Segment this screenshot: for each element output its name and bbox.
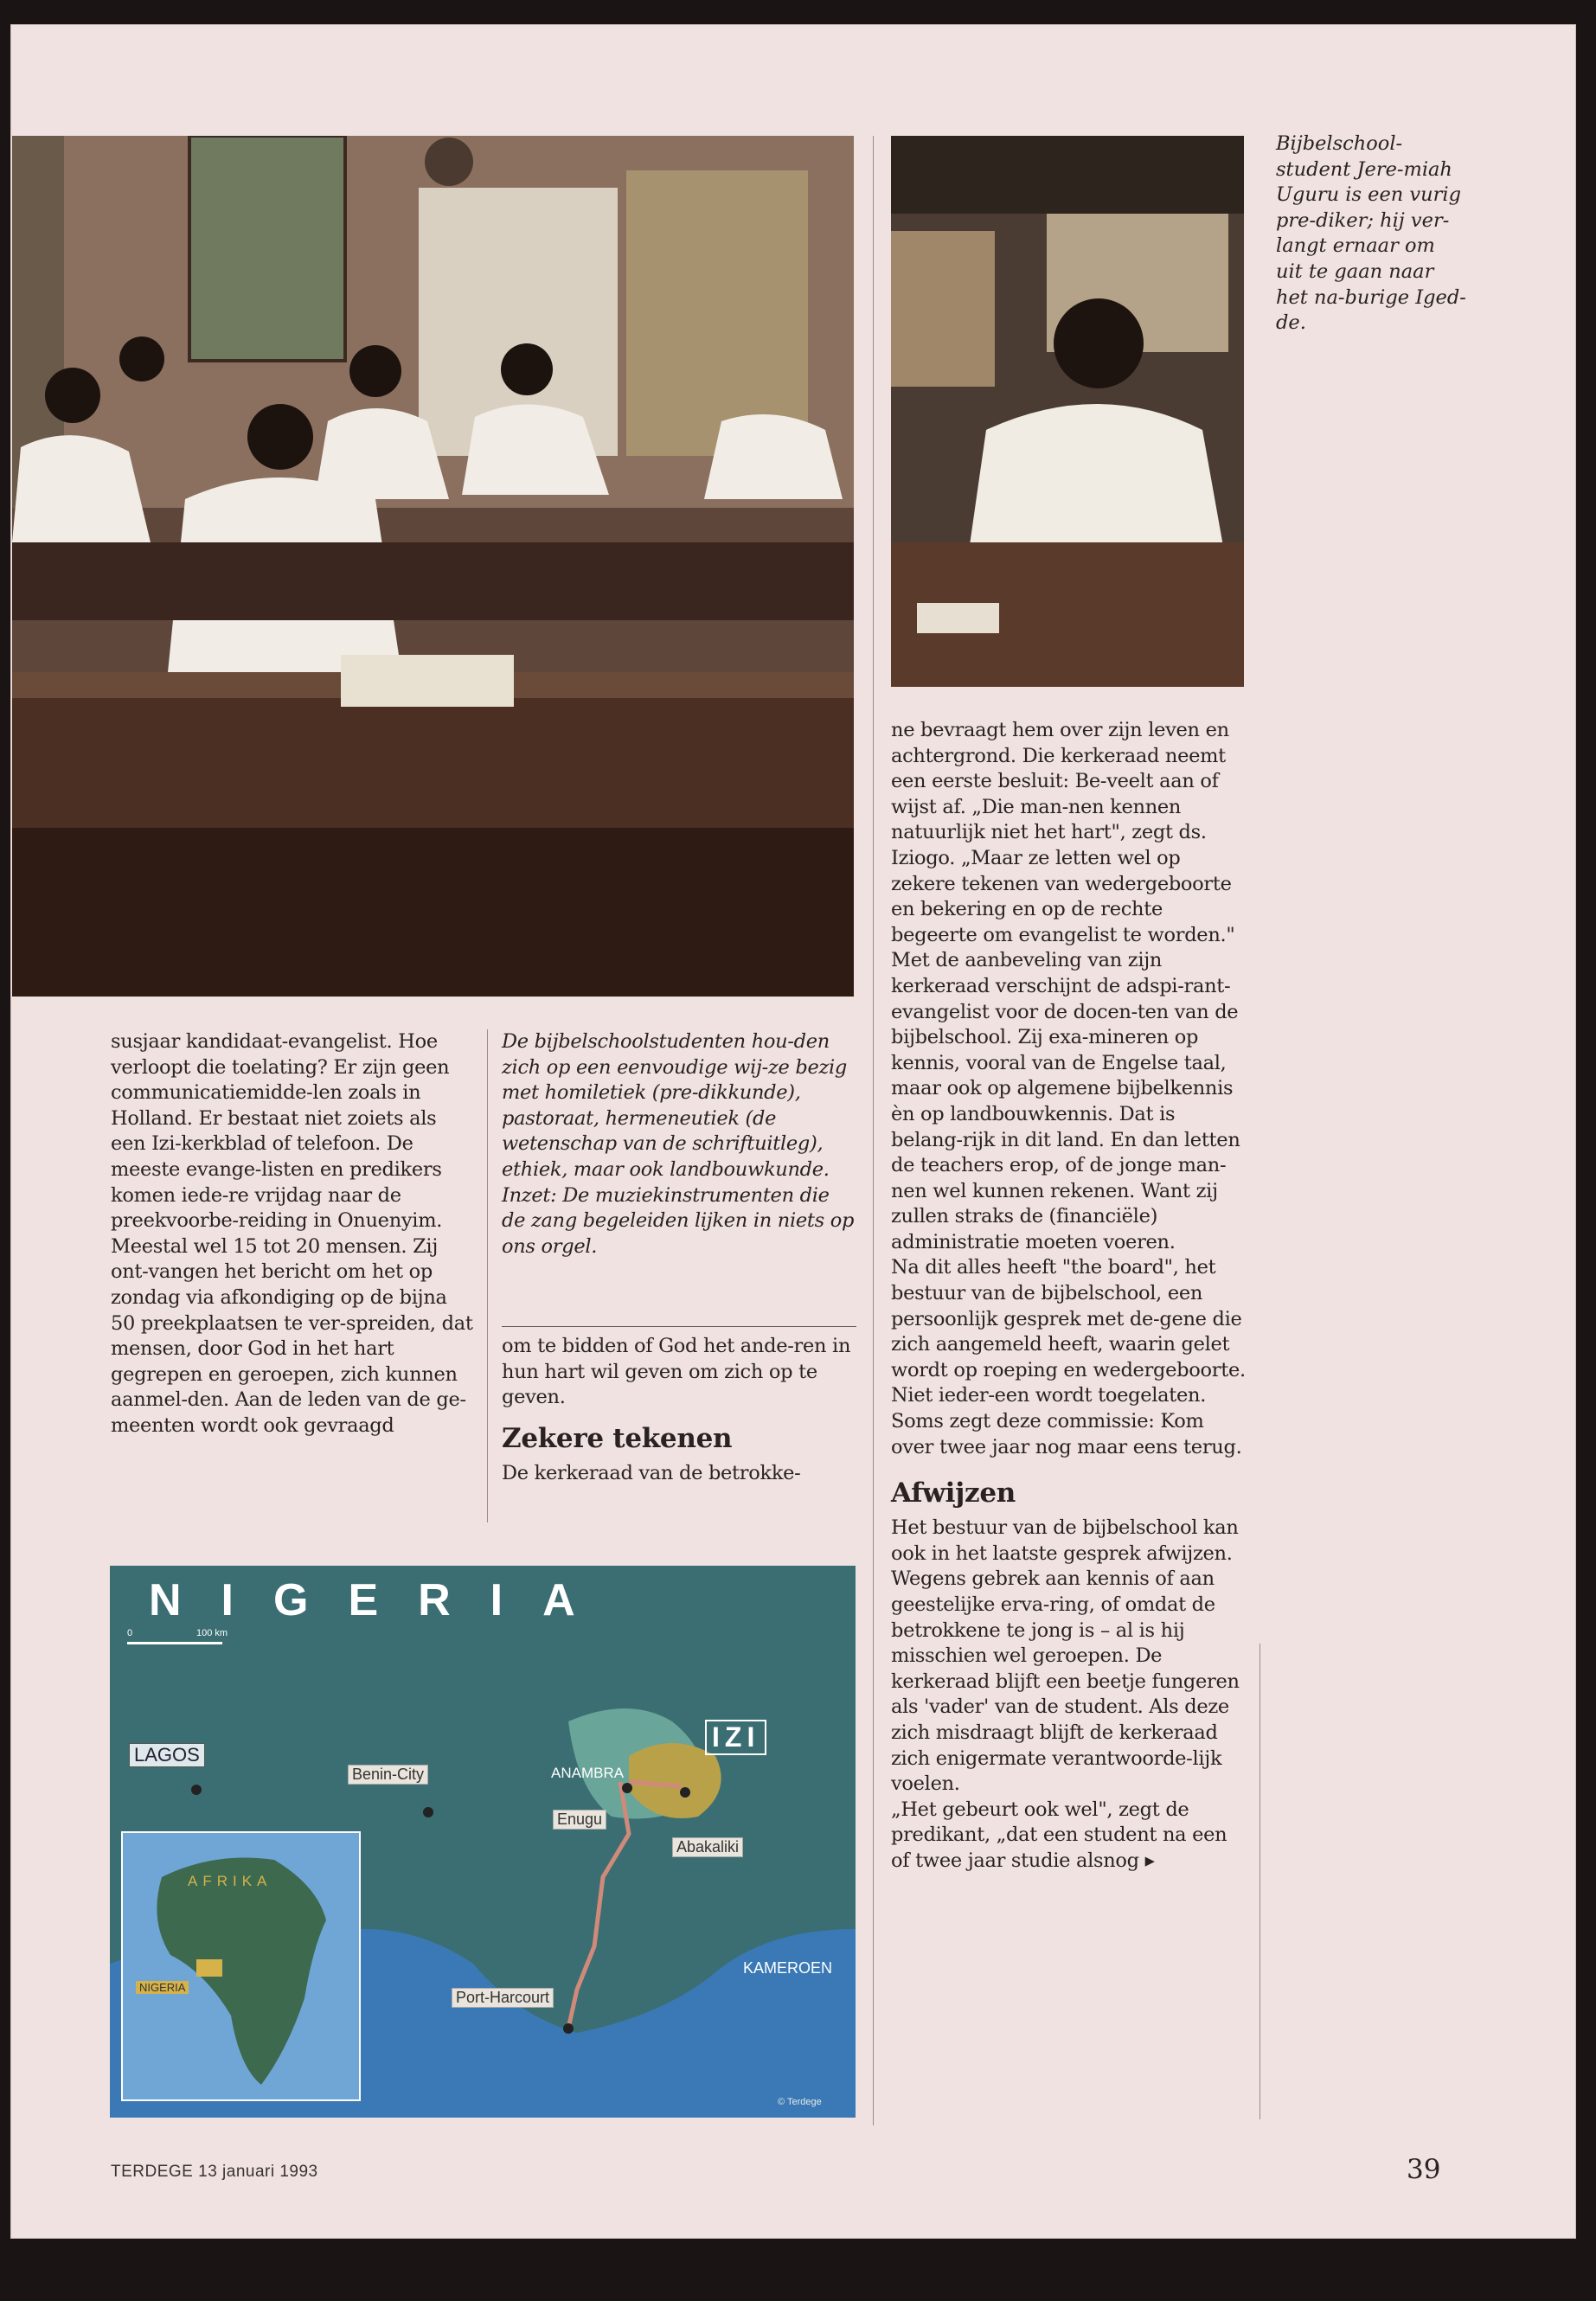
article-text: Met de aanbeveling van zijn kerkeraad verschijnt de adspi-rant-evangelist voor de docen-ten van de bijbelschool. Zij exa-mineren op kennis, vooral van de Engelse taal, maar ook op algemene bijbelkennis èn op landbouwkennis. Dat is belang-rijk in dit land. En dan letten de teachers erop, of de jonge man-nen wel kunnen rekenen. Want zij zullen straks de (financiële) administratie moeten voeren. — [891, 949, 1240, 1253]
map-title: NIGERIA — [149, 1575, 615, 1625]
section-heading: Afwijzen — [891, 1477, 1016, 1509]
nigeria-inset-label: NIGERIA — [136, 1981, 189, 1994]
classroom-caption: De bijbelschoolstudenten hou-den zich op een eenvoudige wij-ze bezig met homiletiek (pre-dikkunde), pastoraat, hermeneutiek (de wetenschap van de schriftuitleg), ethiek, maar ook landbouwkunde. Inzet: De muziekinstrumenten die de zang begeleiden lijken in niets op ons orgel. — [502, 1030, 855, 1258]
abakaliki-label: Abakaliki — [672, 1837, 743, 1857]
article-column-1 — [111, 1029, 474, 1439]
port-harcourt-marker — [563, 2023, 574, 2034]
map-credit: © Terdege — [778, 2097, 822, 2107]
article-text: ne bevraagt hem over zijn leven en achtergrond. Die kerkeraad neemt een eerste besluit: Be-veelt aan of wijst af. „Die man-nen kennen natuurlijk niet het hart", zegt ds. Iziogo. „Maar ze letten wel op zekere tekenen van wedergeboorte en bekering en op de rechte begeerte om evangelist te worden." — [891, 719, 1235, 946]
article-text: Na dit alles heeft "the board", het bestuur van de bijbelschool, een persoonlijk gesprek met de-gene die zich aangemeld heeft, waarin gelet wordt op roeping en wedergeboorte. Niet ieder-een wordt toegelaten. Soms zegt deze commissie: Kom over twee jaar nog maar eens terug. — [891, 1256, 1246, 1458]
benin-city-marker — [423, 1807, 433, 1817]
column-divider-2 — [873, 136, 874, 2125]
student-photo — [891, 136, 1244, 687]
scale-label: 100 km — [196, 1628, 228, 1638]
anambra-label: ANAMBRA — [551, 1765, 625, 1781]
lagos-marker — [191, 1785, 202, 1795]
classroom-illustration — [12, 136, 854, 997]
article-text: susjaar kandidaat-evangelist. Hoe verloopt die toelating? Er zijn geen communicatiemidde-len zoals in Holland. Er bestaat niet zoiets als een Izi-kerkblad of telefoon. De meeste evange-listen en predikers komen iede-re vrijdag naar de preekvoorbe-reiding in Onuenyim. Meestal wel 15 tot 20 mensen. Zij ont-vangen het bericht om het op zondag via afkondiging op de bijna 50 preekplaatsen te ver-spreiden, dat mensen, door God in het hart gegrepen en geroepen, zich kunnen aanmel-den. Aan de leden van de ge-meenten wordt ook gevraagd — [111, 1030, 473, 1437]
port-harcourt-label: Port-Harcourt — [452, 1988, 554, 2008]
student-illustration — [891, 136, 1244, 687]
afrika-label: AFRIKA — [188, 1873, 272, 1889]
page-number: 39 — [1407, 2154, 1441, 2185]
article-column-3 — [891, 718, 1246, 1875]
map-graphic — [110, 1566, 856, 2118]
article-text: om te bidden of God het ande-ren in hun hart wil geven om zich op te geven. — [502, 1335, 851, 1409]
kameroen-label: KAMEROEN — [743, 1959, 833, 1977]
abakaliki-marker — [680, 1787, 690, 1798]
scale-zero-label: 0 — [127, 1628, 133, 1638]
enugu-label: Enugu — [553, 1810, 606, 1830]
article-text: Het bestuur van de bijbelschool kan ook in het laatste gesprek afwijzen. Wegens gebrek aan kennis of aan geestelijke erva-ring, of omdat de betrokkene te jong is – al is hij misschien wel geroepen. De kerkeraad blijft een beetje fungeren als 'vader' van de student. Als deze zich misdraagt blijft de kerkeraad zich enigermate verantwoorde-lijk voelen. — [891, 1516, 1240, 1796]
column-divider-3 — [1259, 1644, 1260, 2119]
footer-issue: TERDEGE 13 januari 1993 — [111, 2163, 318, 2181]
article-text: „Het gebeurt ook wel", zegt de predikant, „dat een student na een of twee jaar studie alsnog ▸ — [891, 1798, 1227, 1872]
enugu-marker — [622, 1783, 632, 1793]
section-heading: Zekere tekenen — [502, 1422, 733, 1454]
article-column-2 — [502, 1029, 856, 1486]
article-text: De kerkeraad van de betrokke- — [502, 1461, 801, 1484]
scale-bar — [127, 1642, 222, 1644]
nigeria-highlight — [196, 1959, 222, 1977]
lagos-label: LAGOS — [129, 1743, 205, 1767]
izi-label: IZI — [705, 1720, 766, 1755]
photo-caption: Bijbelschool-student Jere-miah Uguru is een vurig pre-diker; hij ver-langt ernaar om uit te gaan naar het na-burige Iged-de. — [1276, 132, 1466, 335]
nigeria-map — [110, 1566, 856, 2118]
classroom-photo — [12, 136, 854, 997]
benin-city-label: Benin-City — [348, 1765, 428, 1785]
column-divider-1 — [487, 1029, 488, 1522]
